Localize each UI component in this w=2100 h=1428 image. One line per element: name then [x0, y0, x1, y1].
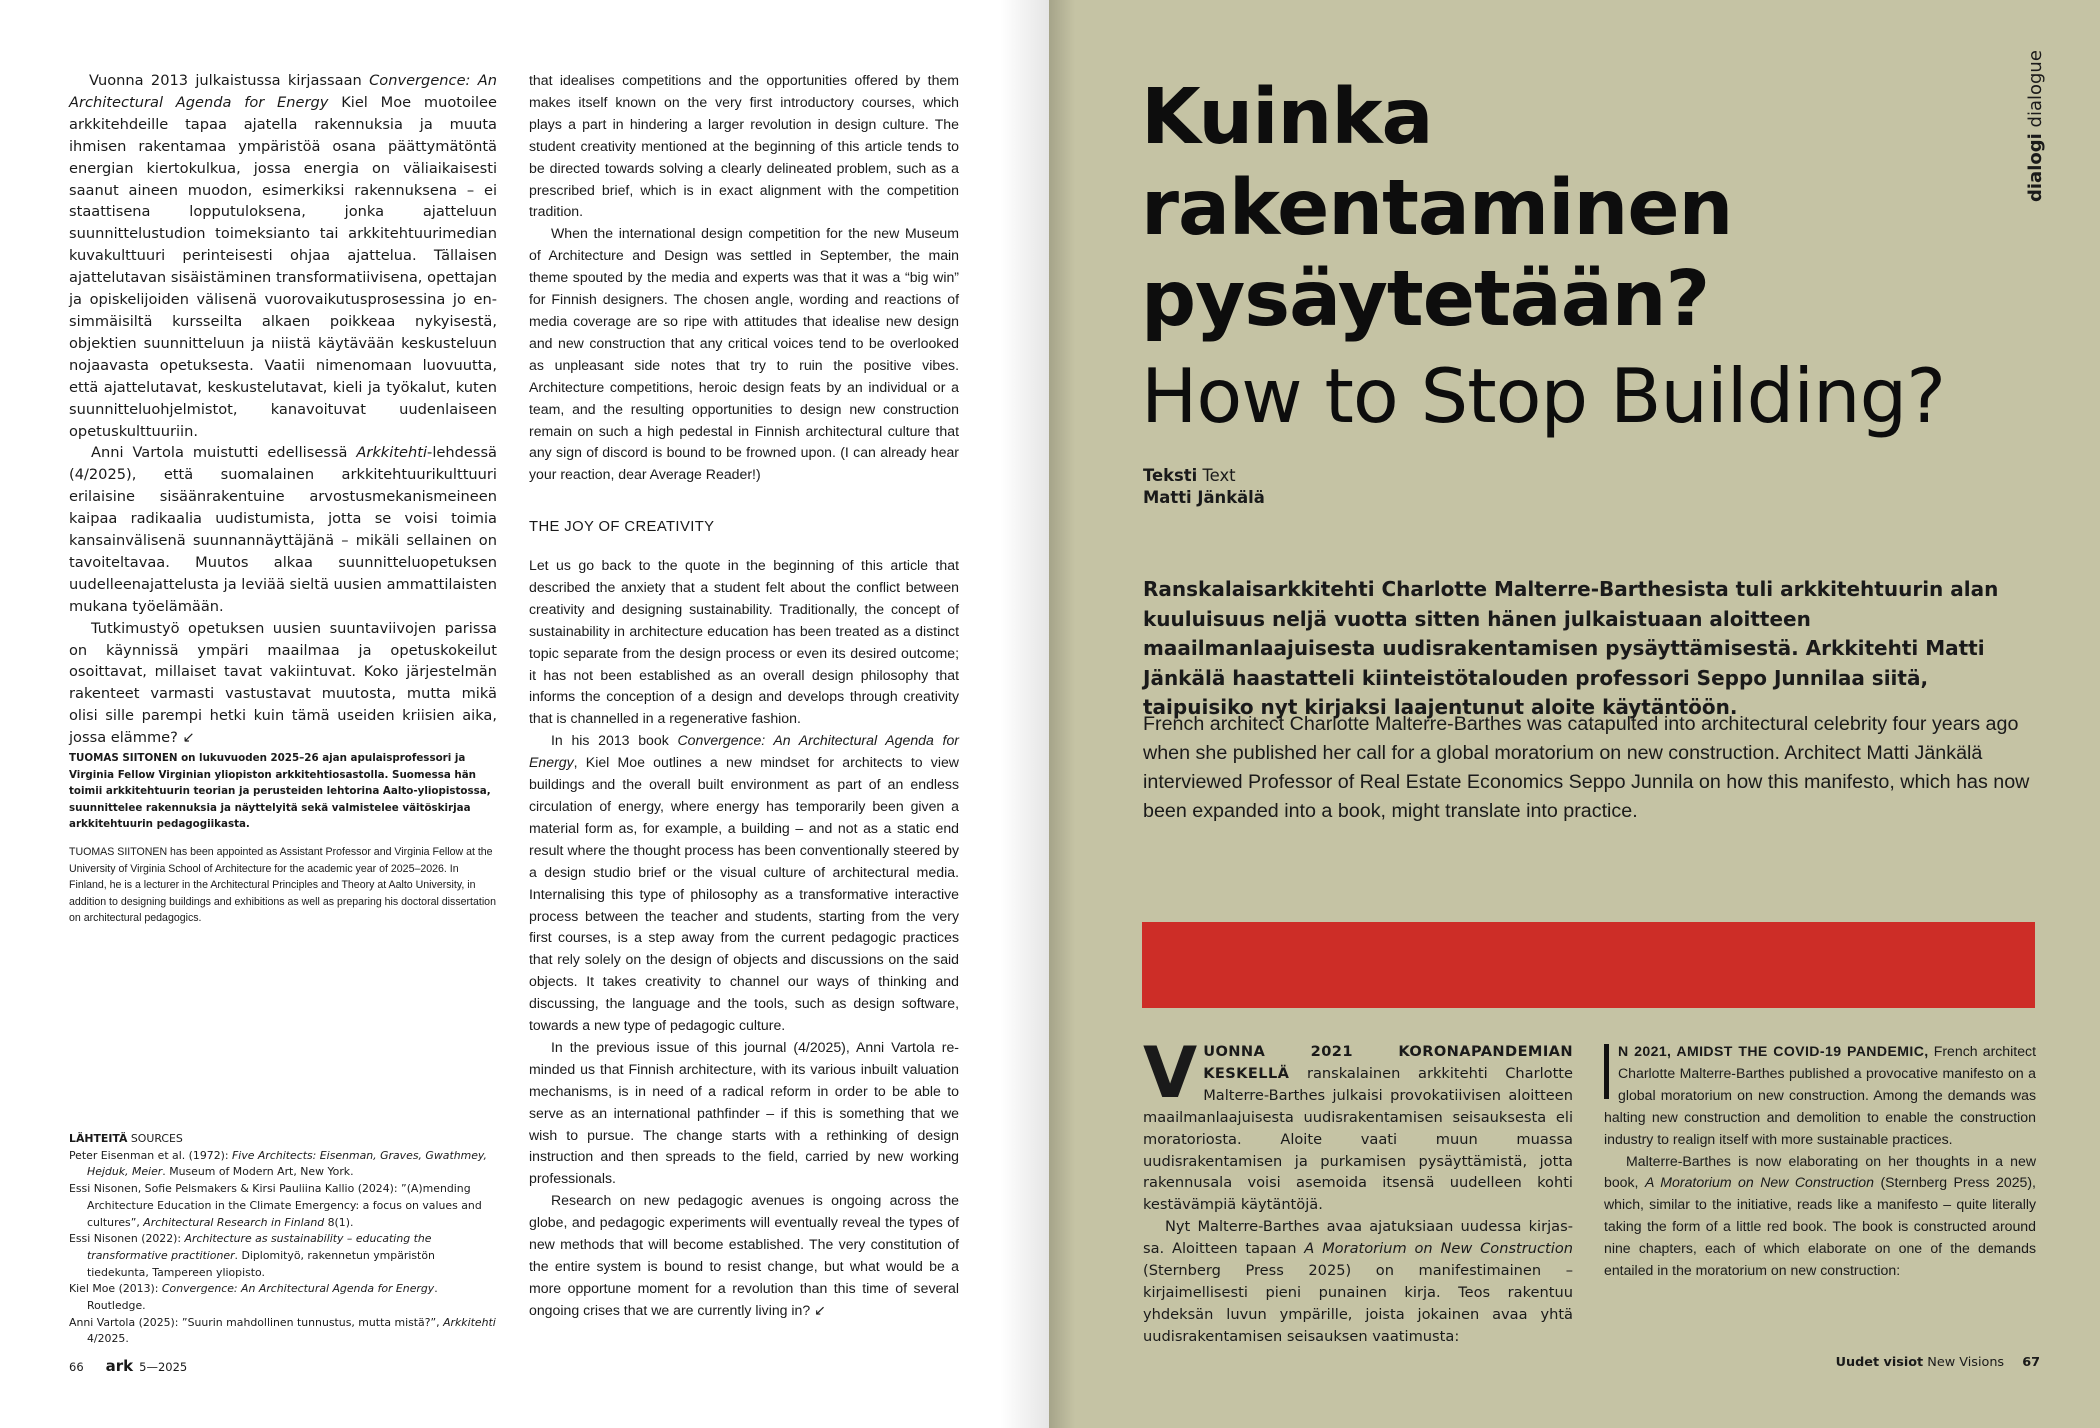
paragraph: Research on new pedagogic avenues is ongoing across the globe, and pedagogic experiments will eventually reveal the types of new methods that will become established. The very constitution of the entire system is bound to resist change, but what would be a more opportune moment for a revolution than this time of several ongoing crises that we are currently living in? ↙ — [529, 1192, 959, 1318]
column-english-left — [529, 70, 959, 486]
subheading: THE JOY OF CREATIVITY — [529, 519, 715, 535]
lead-english: French architect Charlotte Malterre-Barthes was catapulted into architectural celebrity four years ago when she published her call for a global moratorium on new construction. Architect Matti Jänkälä interviewed Professor of Real Estate Economics Seppo Junnila on how this manifesto, which has now been expanded into a book, might translate into practice. — [1143, 713, 2030, 822]
sources-list — [69, 1131, 499, 1348]
page-number: 66 — [69, 1360, 84, 1374]
paragraph: In the previous issue of this journal (4/2025), Anni Vartola reminded us that Finnish architecture, with its various inbuilt valuation mechanisms, is in need of a radical reform in order to be able to serve as an international pathfinder – if this is something that we wish to pursue. The change starts with a rethinking of design instruction and then spreads to the field, carried by new working professionals. — [529, 1038, 959, 1187]
paragraph: Malterre-Barthes is now elaborating on her thoughts in a new book, A Moratorium on New Construction (Sternberg Press 2025), which, similar to the initiative, reads like a manifesto – quite literally taking the form of a little red book. The book is constructed around nine chapters, each of which elaborate on one of the demands entailed in the moratorium on new construction: — [1604, 1152, 2036, 1279]
paragraph: Nyt Malterre-Barthes avaa ajatuksiaan uudessa kirjassa. Aloitteen tapaan A Moratorium on New Construction (Sternberg Press 2025) on manifestimainen – kirjaimellisesti pieni punainen kirja. Teos rakentuu yhdeksän luvun ympärille, joista jokainen avaa yhtä uudisrakentamisen seisauksen vaatimusta: — [1143, 1218, 1573, 1345]
left-page — [0, 0, 1049, 1428]
folio-left — [69, 1357, 187, 1375]
paragraph: Anni Vartola muistutti edellisessä Arkkitehti-lehdessä (4/2025), että suomalainen arkkitehtuurikulttuuri erilaisine sisäänrakentuine arvostusmekanismeineen kaipaa radikaalia uudistumista, jotta se voisi toimia kansainvälisenä suunnannäyttäjänä – mikäli sellainen on tavoiteltavaa. Muutos alkaa suunnitteluopetuksen uudelleenajattelusta ja leviää sieltä uusien ammattilaisten mukana työelämään. — [69, 444, 497, 615]
source-item: Peter Eisenman et al. (1972): Five Architects: Eisenman, Graves, Gwathmey, Hejduk, Meier. Museum of Modern Art, New York. — [69, 1148, 487, 1179]
drop-cap: V — [1143, 1032, 1198, 1114]
folio-right: Uudet visiot New Visions 67 — [1835, 1355, 2040, 1370]
paragraph: Let us go back to the quote in the beginning of this article that described the anxiety that a student felt about the conflict between creativity and designing sustainability. Traditionally, the concept of sustainability in architecture education has been treated as a distinct topic separate from the design process or even its desired outcome; it has not been established as an overall design philosophy that informs the conception of a design and develops through creativity that is channelled in a regenerative fashion. — [529, 557, 959, 727]
paragraph: N 2021, AMIDST THE COVID-19 PANDEMIC, French architect Charlotte Malterre-Barthes published a provocative manifesto on a global moratorium on new construction. Among the demands was halting new construction and demolition to enable the construction industry to realign itself with more sustainable practices. — [1604, 1043, 2036, 1147]
column-english-left-continued — [529, 555, 959, 1322]
paragraph: that idealises competitions and the opportunities offered by them makes itself known on the very first introductory courses, which plays a part in hindering a larger revolution in design culture. The student creativity mentioned at the beginning of this article tends to be directed towards solving a clearly delineated problem, such as a prescribed brief, which is in exact alignment with the competition tradition. — [529, 72, 959, 220]
body-column-finnish — [1143, 1032, 1573, 1348]
source-item: Anni Vartola (2025): ”Suurin mahdollinen tunnustus, mutta mistä?”, Arkkitehti 4/2025. — [69, 1315, 496, 1346]
section-label: dialogi dialogue — [2025, 50, 2046, 202]
source-item: Kiel Moe (2013): Convergence: An Architectural Agenda for Energy. Routledge. — [69, 1282, 438, 1313]
body-column-english — [1604, 1041, 2036, 1282]
sources-heading: LÄHTEITÄ SOURCES — [69, 1132, 183, 1145]
lead-finnish: Ranskalaisarkkitehti Charlotte Malterre-Barthesista tuli arkkitehtuurin alan kuuluisuus neljä vuotta sitten hänen julkaistuaan aloitteen maailmanlaajuisesta uudisrakentamisen pysäyttämisestä. Arkkitehti Matti Jänkälä haastatteli kiinteistötalouden professori Seppo Junnilaa siitä, taipuisiko nyt kirjaksi laajentunut aloite käytäntöön. — [1143, 577, 1999, 719]
page-number: 67 — [2022, 1355, 2040, 1370]
paragraph: Vuonna 2013 julkaistussa kirjassaan Convergence: An Architectural Agenda for Energy Kiel Moe muotoilee arkkitehdeille tapaa ajatella rakennuksia ja muuta ihmisen rakentamaa ympäristöä osana päättymätöntä energian kiertokulkua, jossa energia on väliaikaisesti saanut aineen muodon, esimerkiksi rakennuksena – ei staattisena lopputuloksena, jonka ajatteluun suunnittelustudion toimeksianto tai arkkitehtuurimedian kuvakulttuuri perinteisesti ohjaa ajattelua. Tällaisen ajattelutavan sisäistäminen transformatiivisena, opettajan ja opiskelijoiden välisenä vuorovaikutusprosessina jo ensimmäisiltä kursseilta alkaen poikkeaa nykyisestä, objektien suunnitteluun ja niistä käytävään keskusteluun nojaavasta opetuksesta. Vaatii nimenomaan luovuutta, että ajattelutavat, keskustelutavat, kieli ja työkalut, kuten suunnitteluohjelmistot, kanavoituvat uudenlaiseen opetuskulttuuriin. — [69, 72, 498, 440]
magazine-logo: ark — [105, 1357, 134, 1375]
column-finnish-left — [69, 70, 497, 749]
author-credit: Teksti Text Matti Jänkälä — [1143, 466, 1265, 507]
paragraph: VUONNA 2021 KORONAPANDEMIAN KESKELLÄ ranskalainen arkkitehti Charlotte Malterre-Barthes julkaisi provokatiivisen aloitteen maailmanlaajuisesta uudisrakentamisen seisauksesta eli moratoriosta. Aloite vaati muun muassa uudisrakentamisen ja purkamisen pysäyttämistä, jotta rakennusala voisi asemoida itsensä uudelleen kohti kestävämpiä käytäntöjä. — [1143, 1032, 1573, 1214]
article-title-english: How to Stop Building? — [1141, 352, 1945, 440]
paragraph: Tutkimustyö opetuksen uusien suuntaviivojen parissa on käynnissä ympäri maailmaa ja opetuskokeilut osoittavat, millaiset tavat vakiintuvat. Koko järjestelmän rakenteet varmasti vastustavat muutosta, mutta mikä olisi sille parempi hetki kuin tämä useiden kriisien aika, jossa elämme? ↙ — [69, 619, 497, 747]
author-bio-english: TUOMAS SIITONEN has been appointed as Assistant Professor and Virginia Fellow at the University of Virginia School of Architecture for the academic year of 2025–2026. In Finland, he is a lecturer in the Architectural Principles and Theory at Aalto University, in addition to designing buildings and exhibitions as well as preparing his doctoral dissertation on architectural pedagogics. — [69, 846, 496, 924]
drop-cap — [1604, 1044, 1609, 1099]
author-name: Matti Jänkälä — [1143, 488, 1265, 507]
source-item: Essi Nisonen, Sofie Pelsmakers & Kirsi Pauliina Kallio (2024): ”(A)mending Architecture Education in the Climate Emergency: a focus on values and cultures”, Architectural Research in Finland 8(1). — [69, 1182, 482, 1229]
page-gutter-shadow — [1000, 0, 1049, 1428]
red-accent-bar — [1142, 922, 2035, 1008]
paragraph: When the international design competition for the new Museum of Architecture and Design was settled in September, the main theme spouted by the media and experts was that it was a “big win” for Finnish designers. The chosen angle, wording and reactions of media coverage are so ripe with attitudes that idealise new design and new construction that any critical voices tend to be overlooked as unpleasant side notes that try to ruin the positive vibes. Architecture competitions, heroic design feats by an individual or a team, and the resulting opportunities to design new construction remain on such a high pedestal in Finnish architectural culture that any sign of discord is bound to be frowned upon. (I can already hear your reaction, dear Average Reader!) — [529, 225, 959, 483]
article-title-finnish: Kuinka rakentaminen pysäytetään? — [1141, 73, 1733, 344]
paragraph: In his 2013 book Convergence: An Architectural Agenda for Energy, Kiel Moe outlines a new mindset for architects to view buildings and the overall built environment as part of an endless circulation of energy, where energy has temporarily been given a material form as, for example, a building – and not as a static end result where the thought process has been conventionally steered by a design studio brief or the visual culture of architectural media. Internalising this type of philosophy as a transformative interactive process between the teacher and students, starting from the very first courses, is a step away from the current pedagogic practices that rely solely on the design of objects and discussions on the said objects. It takes creativity to channel our ways of thinking and discussing, the language and the tools, such as design software, towards a new type of pedagogic culture. — [529, 732, 959, 1034]
source-item: Essi Nisonen (2022): Architecture as sustainability – educating the transformative practitioner. Diplomityö, rakennetun ympäristön tiedekunta, Tampereen yliopisto. — [69, 1232, 435, 1279]
issue-number: 5—2025 — [139, 1360, 188, 1374]
author-bio-finnish: TUOMAS SIITONEN on lukuvuoden 2025–26 ajan apulaisprofessori ja Virginia Fellow Virginian yliopiston arkkitehtiosastolla. Suomessa hän toimii arkkitehtuurin teorian ja perusteiden lehtorina Aalto-yliopistossa, suunnittelee rakennuksia ja näyttelyitä sekä valmistelee väitöskirjaa arkkitehtuurin pedagogiikasta. — [69, 752, 491, 830]
